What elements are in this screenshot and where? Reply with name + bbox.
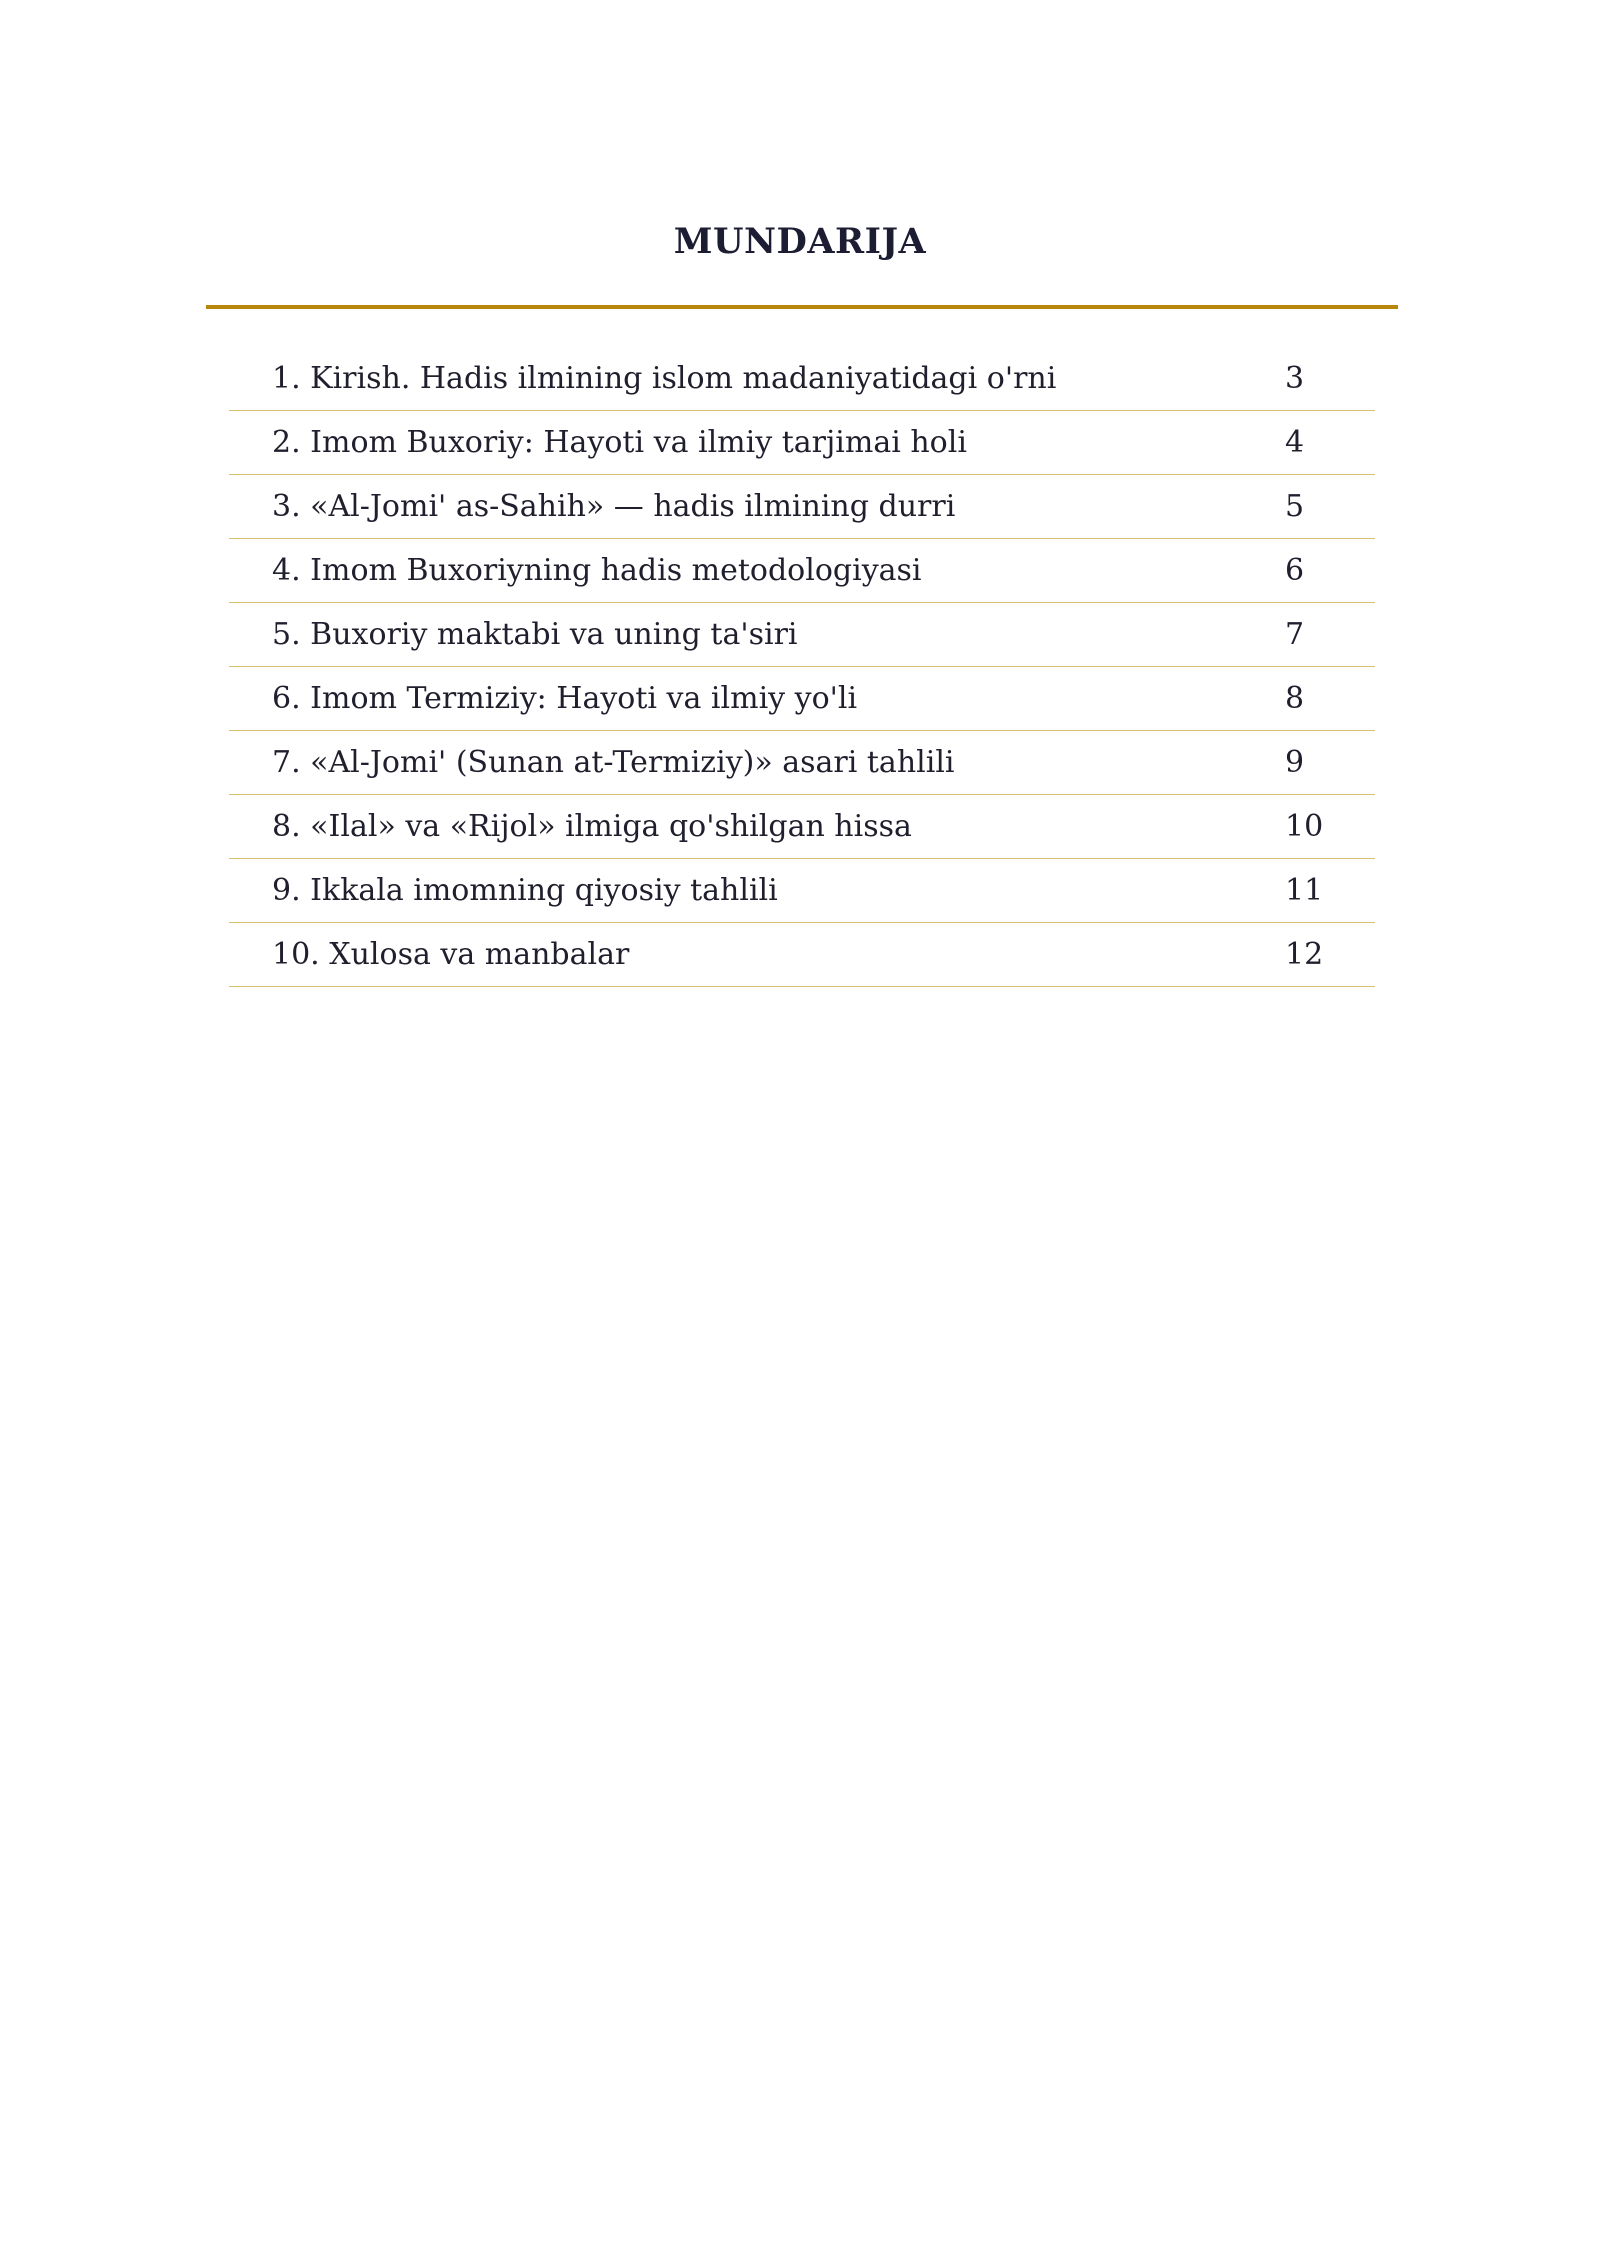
toc-entry-label: 3. «Al-Jomi' as-Sahih» — hadis ilmining durri — [272, 489, 956, 524]
table-of-contents — [229, 347, 1375, 987]
title-divider — [206, 305, 1398, 309]
toc-entry-label: 5. Buxoriy maktabi va uning ta'siri — [272, 617, 798, 652]
toc-entry[interactable] — [229, 347, 1375, 411]
toc-entry[interactable] — [229, 411, 1375, 475]
toc-entry[interactable] — [229, 475, 1375, 539]
toc-entry-page: 3 — [1285, 361, 1305, 396]
toc-entry[interactable] — [229, 731, 1375, 795]
toc-entry-label: 9. Ikkala imomning qiyosiy tahlili — [272, 873, 778, 908]
toc-entry-label: 7. «Al-Jomi' (Sunan at-Termiziy)» asari tahlili — [272, 745, 955, 780]
toc-entry-label: 10. Xulosa va manbalar — [272, 937, 630, 972]
toc-entry[interactable] — [229, 795, 1375, 859]
page-title: MUNDARIJA — [673, 221, 927, 262]
toc-entry-page: 8 — [1285, 681, 1305, 716]
toc-entry[interactable] — [229, 923, 1375, 987]
toc-entry[interactable] — [229, 859, 1375, 923]
toc-entry-page: 4 — [1285, 425, 1305, 460]
toc-entry-label: 6. Imom Termiziy: Hayoti va ilmiy yo'li — [272, 681, 858, 716]
toc-entry-page: 6 — [1285, 553, 1305, 588]
toc-entry[interactable] — [229, 539, 1375, 603]
toc-entry-label: 8. «Ilal» va «Rijol» ilmiga qo'shilgan hissa — [272, 809, 912, 844]
toc-entry-page: 9 — [1285, 745, 1305, 780]
toc-entry-page: 10 — [1285, 809, 1324, 844]
toc-entry[interactable] — [229, 667, 1375, 731]
toc-entry-page: 12 — [1285, 937, 1324, 972]
toc-entry[interactable] — [229, 603, 1375, 667]
toc-entry-page: 11 — [1285, 873, 1324, 908]
toc-entry-label: 2. Imom Buxoriy: Hayoti va ilmiy tarjimai holi — [272, 425, 967, 460]
toc-entry-page: 7 — [1285, 617, 1305, 652]
toc-entry-label: 1. Kirish. Hadis ilmining islom madaniyatidagi o'rni — [272, 361, 1057, 396]
toc-entry-page: 5 — [1285, 489, 1305, 524]
toc-entry-label: 4. Imom Buxoriyning hadis metodologiyasi — [272, 553, 922, 588]
